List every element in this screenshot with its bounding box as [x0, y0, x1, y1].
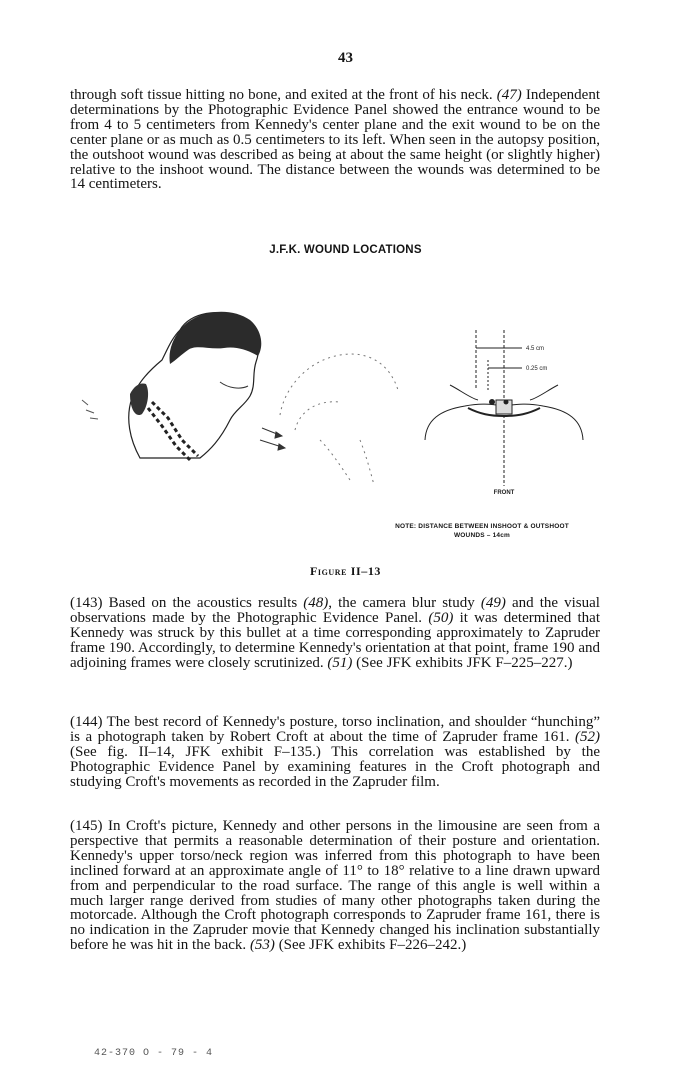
paragraph-143 [70, 596, 600, 671]
footnote-ref: (52) [575, 728, 600, 745]
frontal-torso-diagram [425, 330, 583, 486]
front-label: FRONT [493, 490, 515, 496]
text: Independent determinations by the Photographic Evidence Panel showed the entrance wound to be from 4 to 5 centimeters from Kennedy's center plane and the exit wound to be on the center plane or as much as 0.5 centimeters to its left. When seen in the autopsy position, the outshoot wound was described as being at about the same height (or slightly higher) relative to the inshoot wound. The distance between the wounds was determined to be 14 centimeters. [70, 87, 601, 193]
figure-note [362, 522, 602, 540]
paragraph-144 [70, 715, 600, 790]
footnote-ref: (53) [249, 937, 275, 954]
text: and the visual observations made by the Photographic Evidence Panel. [70, 595, 600, 626]
footnote-ref: (49) [480, 595, 506, 611]
measure-upper-label: 4.5 cm [526, 346, 545, 352]
wound-locations-figure [70, 290, 610, 515]
text: (See JFK exhibits JFK F–225–227.) [352, 654, 573, 671]
text: through soft tissue hitting no bone, and exited at the front of his neck. [70, 87, 493, 103]
measure-lower-label: 0.25 cm [526, 366, 548, 372]
paragraph-number: (144) [70, 714, 103, 730]
footnote-ref: (51) [327, 654, 353, 671]
print-code-footer: 42-370 O - 79 - 4 [94, 1048, 214, 1059]
text: In Croft's picture, Kennedy and other persons in the limousine are seen from a perspective that permits a reasonable determination of their posture and orientation. Kennedy's upper torso/neck region was inferred from this photograph to have been inclined forward at an approximate angle of 11° to 18° relative to a line drawn upward from and perpendicular to the road surface. The range of this angle is well within a much larger range derived from studies of many other photographs taken during the motorcade. Although the Croft photograph corresponds to Zapruder frame 161, there is no indication in the Zapruder movie that Kennedy changed his inclination substantially before he was hit in the back. [70, 818, 600, 954]
figure-note-line1: NOTE: DISTANCE BETWEEN INSHOOT & OUTSHOOT [395, 523, 569, 530]
paragraph-145 [70, 819, 600, 953]
footnote-ref: (48) [303, 595, 329, 611]
figure-note-line2: WOUNDS – 14cm [453, 532, 511, 539]
dotted-head-outline [280, 354, 398, 485]
paragraph-intro [70, 88, 600, 192]
paragraph-number: (145) [70, 818, 103, 834]
footnote-ref: (47) [496, 87, 522, 103]
paragraph-number: (143) [70, 595, 103, 611]
figure-caption: Figure II–13 [309, 564, 382, 578]
text: (See JFK exhibits F–226–242.) [274, 937, 467, 954]
text: (See fig. II–14, JFK exhibit F–135.) This correlation was established by the Photographic Evidence Panel by examining features in the Croft photograph and studying Croft's movements as recorded in the Zapruder film. [70, 743, 600, 790]
figure-title: J.F.K. WOUND LOCATIONS [269, 244, 422, 256]
footnote-ref: (50) [428, 609, 454, 626]
text: The best record of Kennedy's posture, torso inclination, and shoulder “hunching” is a photograph taken by Robert Croft at about the time of Zapruder frame 161. [70, 714, 600, 745]
text: it was determined that Kennedy was struck by this bullet at a time corresponding approximately to Zapruder frame 190. Accordingly, to determine Kennedy's orientation at that point, frame 190 and adjoining frames were closely scrutinized. [70, 609, 600, 671]
text: Based on the acoustics results [102, 595, 304, 611]
page-number: 43 [338, 50, 353, 66]
wound-arrows [260, 428, 285, 450]
kennedy-head-illustration [82, 312, 261, 460]
text: , the camera blur study [328, 595, 481, 611]
